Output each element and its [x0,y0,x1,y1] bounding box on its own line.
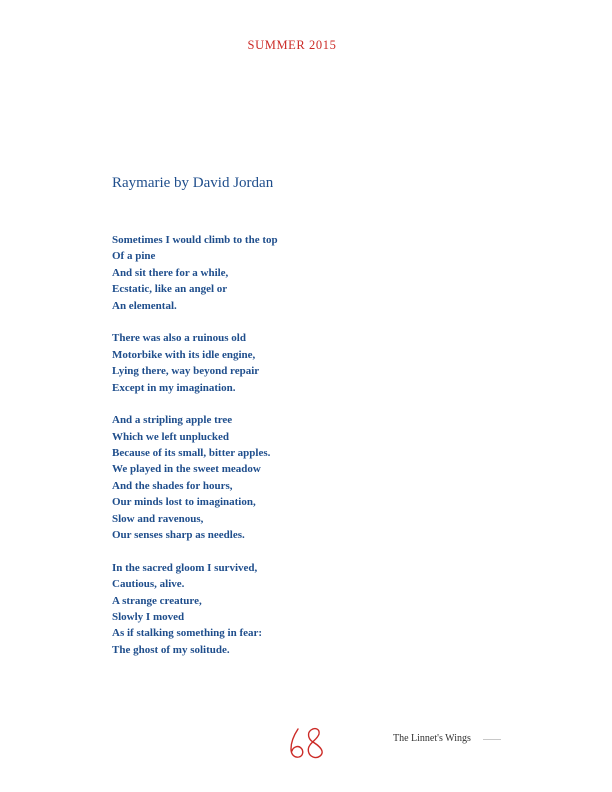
footer-journal-name: The Linnet's Wings [393,733,471,744]
poem-line: In the sacred gloom I survived, [112,561,258,574]
stanza [112,412,278,543]
poem-line: Motorbike with its idle engine, [112,348,256,361]
poem-line: A strange creature, [112,594,202,607]
poem-line: Because of its small, bitter apples. [112,447,271,460]
page-number-glyph [288,726,326,760]
stanza [112,560,278,658]
poem-line: An elemental. [112,299,177,312]
poem-title: Raymarie by David Jordan [112,175,274,191]
poem-line: Our senses sharp as needles. [112,529,245,542]
poem-line: Cautious, alive. [112,578,185,591]
poem-line: Slowly I moved [112,610,185,623]
poem-body [112,232,278,675]
poem-line: Which we left unplucked [112,430,230,443]
poem-line: Our minds lost to imagination, [112,496,256,509]
poem-line: The ghost of my solitude. [112,643,230,656]
poem-line: Slow and ravenous, [112,512,204,525]
poem-line: Lying there, way beyond repair [112,365,260,378]
stanza [112,330,278,396]
poem-line: And a stripling apple tree [112,414,233,427]
poem-line: Of a pine [112,250,156,263]
poem-line: As if stalking something in fear: [112,627,263,640]
issue-header: SUMMER 2015 [247,38,337,52]
poem-line: There was also a ruinous old [112,332,246,345]
poem-line: And the shades for hours, [112,479,233,492]
poem-line: Sometimes I would climb to the top [112,234,278,246]
footer-rule [483,739,501,740]
poem-line: And sit there for a while, [112,266,229,279]
poem-line: Ecstatic, like an angel or [112,283,228,296]
poem-line: We played in the sweet meadow [112,463,261,476]
stanza [112,232,278,314]
poem-line: Except in my imagination. [112,381,236,394]
